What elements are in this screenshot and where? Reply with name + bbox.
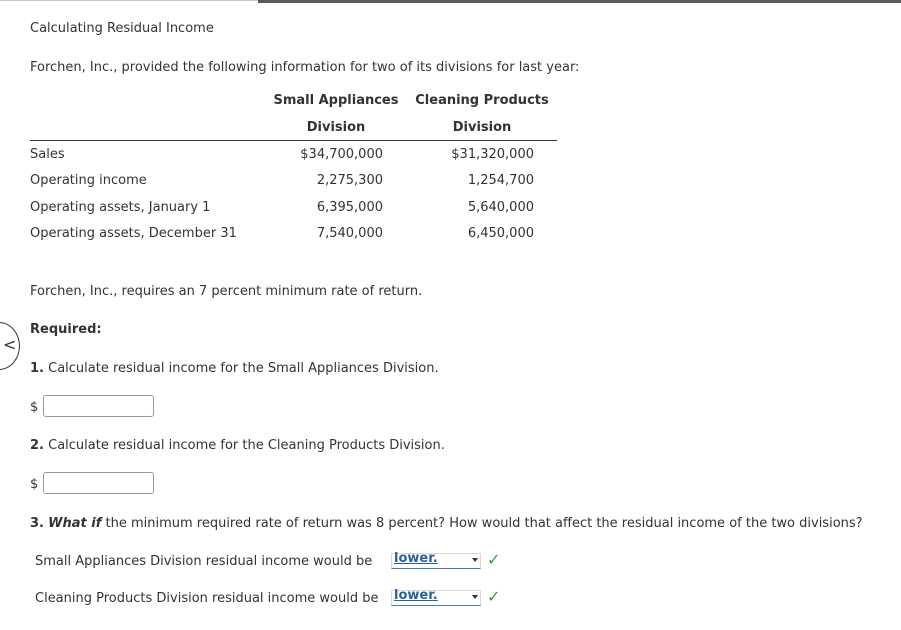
- question-2-number: 2.: [30, 438, 44, 453]
- table-header-rule: [30, 140, 557, 141]
- cell-cleaning-products: 6,450,000: [467, 226, 534, 241]
- check-icon: ✓: [487, 587, 501, 606]
- selected-value: lower.: [394, 588, 438, 603]
- col-header-small-appliances-line1: Small Appliances: [273, 93, 399, 108]
- question-2-text: Calculate residual income for the Cleaning Products Division.: [48, 438, 445, 453]
- top-border: [258, 0, 901, 3]
- top-border-left: [0, 0, 258, 1]
- question-1: [30, 361, 439, 376]
- question-3-text: the minimum required rate of return was 8 percent? How would that affect the residual income of the two divisions?: [105, 516, 863, 531]
- cleaning-products-effect-select[interactable]: [391, 590, 481, 606]
- currency-symbol: $: [30, 400, 39, 415]
- page-title: Calculating Residual Income: [30, 21, 214, 36]
- cell-small-appliances: 2,275,300: [316, 173, 383, 188]
- chevron-left-icon: <: [3, 335, 17, 354]
- question-1-number: 1.: [30, 361, 44, 376]
- dropdown-arrow-icon: [472, 595, 478, 599]
- cell-small-appliances: $34,700,000: [300, 147, 383, 162]
- col-header-small-appliances-line2: Division: [306, 120, 366, 135]
- cell-cleaning-products: 1,254,700: [467, 173, 534, 188]
- question-1-text: Calculate residual income for the Small Appliances Division.: [48, 361, 439, 376]
- requirement-text: Forchen, Inc., requires an 7 percent minimum rate of return.: [30, 284, 423, 299]
- intro-text: Forchen, Inc., provided the following information for two of its divisions for last year:: [30, 60, 580, 75]
- currency-symbol: $: [30, 477, 39, 492]
- dropdown-arrow-icon: [472, 558, 478, 562]
- small-appliances-effect-select[interactable]: [391, 553, 481, 569]
- side-nav-tab[interactable]: [0, 322, 20, 370]
- cell-small-appliances: 6,395,000: [316, 200, 383, 215]
- check-icon: ✓: [487, 550, 501, 569]
- row-label: Sales: [30, 147, 65, 162]
- cell-cleaning-products: $31,320,000: [451, 147, 534, 162]
- question-2: [30, 438, 445, 453]
- required-label: Required:: [30, 322, 102, 337]
- row-label: Operating assets, December 31: [30, 226, 237, 241]
- small-appliances-residual-income-input[interactable]: [43, 395, 154, 417]
- col-header-cleaning-products-line2: Division: [452, 120, 512, 135]
- cell-cleaning-products: 5,640,000: [467, 200, 534, 215]
- cleaning-products-residual-income-input[interactable]: [43, 472, 154, 494]
- question-3-emphasis: What if: [48, 516, 102, 531]
- row-label: Operating income: [30, 173, 147, 188]
- question-3-number: 3.: [30, 516, 44, 531]
- col-header-cleaning-products-line1: Cleaning Products: [415, 93, 549, 108]
- question-3: [30, 516, 863, 531]
- row-label: Operating assets, January 1: [30, 200, 211, 215]
- small-appliances-effect-label: Small Appliances Division residual income would be: [35, 554, 373, 569]
- selected-value: lower.: [394, 551, 438, 566]
- cell-small-appliances: 7,540,000: [316, 226, 383, 241]
- cleaning-products-effect-label: Cleaning Products Division residual income would be: [35, 591, 379, 606]
